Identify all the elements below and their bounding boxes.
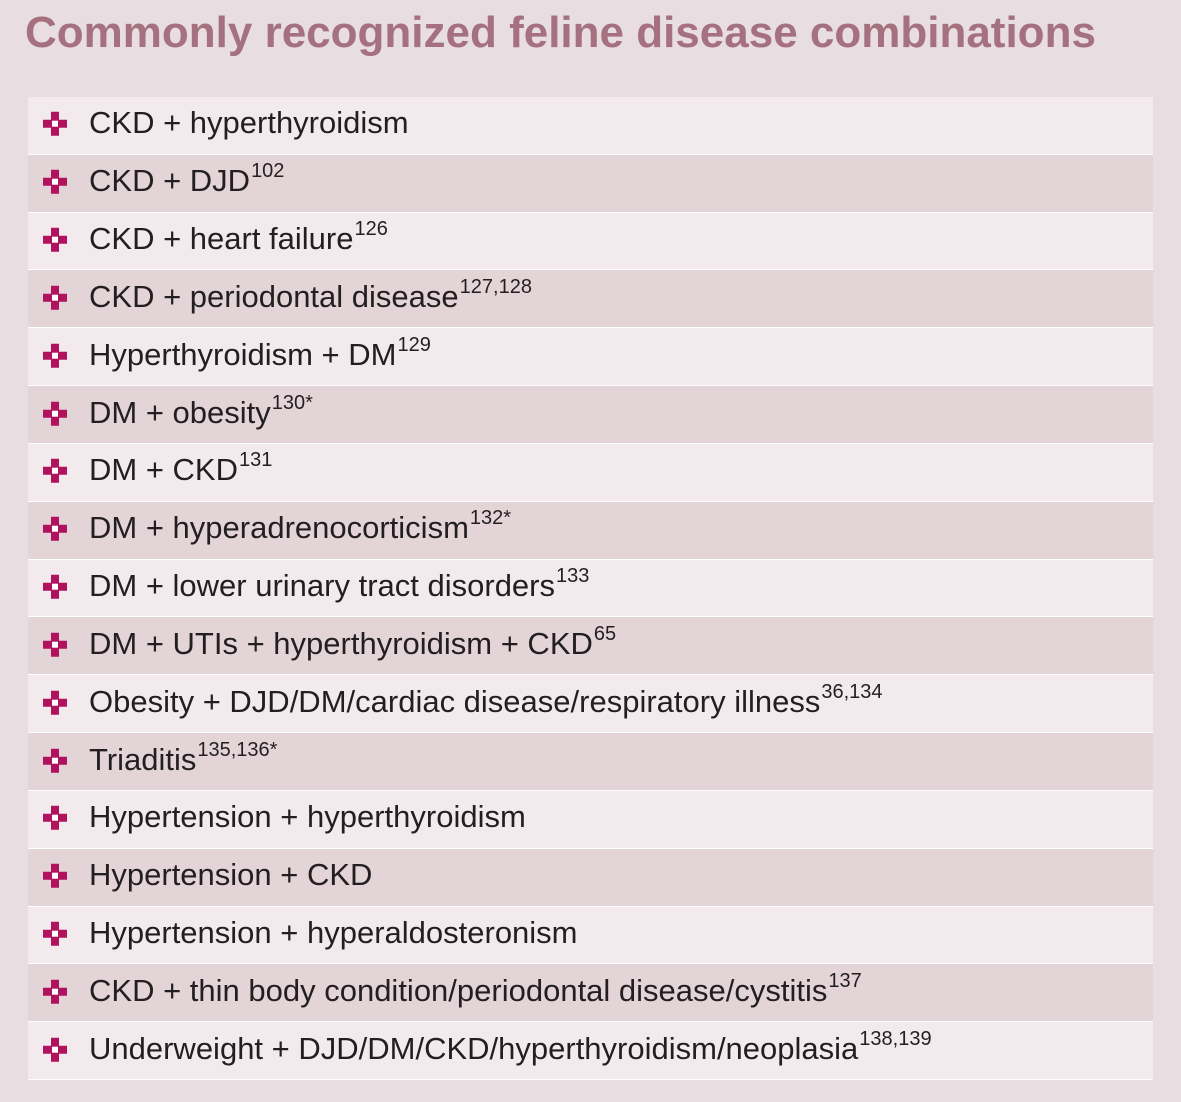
list-item-text [89,969,862,1008]
list-item [28,1022,1153,1080]
plus-cross-icon [42,342,68,368]
plus-cross-icon [42,921,68,947]
list-item [28,270,1153,328]
plus-cross-icon [42,805,68,831]
citation-superscript: 102 [251,160,285,183]
list-item-label: Hypertension + hyperthyroidism [89,799,526,835]
disease-combinations-table [28,97,1153,1080]
plus-cross-icon [42,979,68,1005]
plus-cross-icon [42,574,68,600]
list-item-text [89,738,278,777]
citation-superscript: 129 [397,333,431,356]
list-item-label: CKD + thin body condition/periodontal disease/cystitis [89,972,828,1008]
list-item-label: DM + lower urinary tract disorders [89,568,555,604]
list-item-label: Hypertension + CKD [89,857,373,893]
plus-cross-icon [42,516,68,542]
list-item-text [89,622,617,661]
list-item [28,444,1153,502]
list-item [28,617,1153,675]
list-item-label: CKD + heart failure [89,221,354,257]
plus-cross-icon [42,747,68,773]
citation-superscript: 36,134 [821,680,883,703]
citation-superscript: 135,136* [197,738,278,761]
list-item-label: CKD + DJD [89,163,251,199]
list-item [28,213,1153,271]
list-item-label: Obesity + DJD/DM/cardiac disease/respiratory illness [89,683,821,719]
list-item-label: DM + obesity [89,394,271,430]
plus-cross-icon [42,458,68,484]
citation-superscript: 131 [239,449,273,472]
list-item-text [89,507,512,546]
list-item [28,907,1153,965]
list-item [28,791,1153,849]
list-item-label: Hyperthyroidism + DM [89,336,397,372]
list-item [28,328,1153,386]
page-title: Commonly recognized feline disease combinations [25,8,1096,57]
plus-cross-icon [42,863,68,889]
plus-cross-icon [42,689,68,715]
citation-superscript: 126 [354,218,388,241]
list-item-label: DM + hyperadrenocorticism [89,510,469,546]
list-item-label: CKD + hyperthyroidism [89,105,409,141]
list-item [28,502,1153,560]
plus-cross-icon [42,1036,68,1062]
list-item-text [89,857,373,893]
list-item [28,849,1153,907]
list-item-text [89,275,532,314]
citation-superscript: 132* [469,507,512,530]
list-item-text [89,799,526,835]
citation-superscript: 127,128 [459,275,532,298]
plus-cross-icon [42,111,68,137]
list-item-label: Underweight + DJD/DM/CKD/hyperthyroidism/neoplasia [89,1030,859,1066]
list-item-text [89,391,313,430]
citation-superscript: 130* [271,391,313,414]
plus-cross-icon [42,285,68,311]
list-item-label: DM + UTIs + hyperthyroidism + CKD [89,625,593,661]
list-item [28,964,1153,1022]
list-item-label: DM + CKD [89,452,238,488]
citation-superscript: 138,139 [859,1027,932,1050]
list-item-text [89,218,388,257]
list-item [28,155,1153,213]
list-item-text [89,680,883,719]
list-item [28,386,1153,444]
plus-cross-icon [42,632,68,658]
list-item [28,97,1153,155]
citation-superscript: 137 [828,969,862,992]
citation-superscript: 65 [593,622,617,645]
list-item-text [89,449,273,488]
plus-cross-icon [42,400,68,426]
list-item-label: Triaditis [89,741,197,777]
list-item [28,675,1153,733]
list-item [28,560,1153,618]
list-item-text [89,915,578,951]
citation-superscript: 133 [556,565,590,588]
list-item-text [89,565,590,604]
list-item-label: CKD + periodontal disease [89,278,459,314]
list-item [28,733,1153,791]
list-item-text [89,105,409,141]
list-item-text [89,1027,932,1066]
list-item-label: Hypertension + hyperaldosteronism [89,915,578,951]
plus-cross-icon [42,169,68,195]
list-item-text [89,333,431,372]
plus-cross-icon [42,227,68,253]
list-item-text [89,160,285,199]
